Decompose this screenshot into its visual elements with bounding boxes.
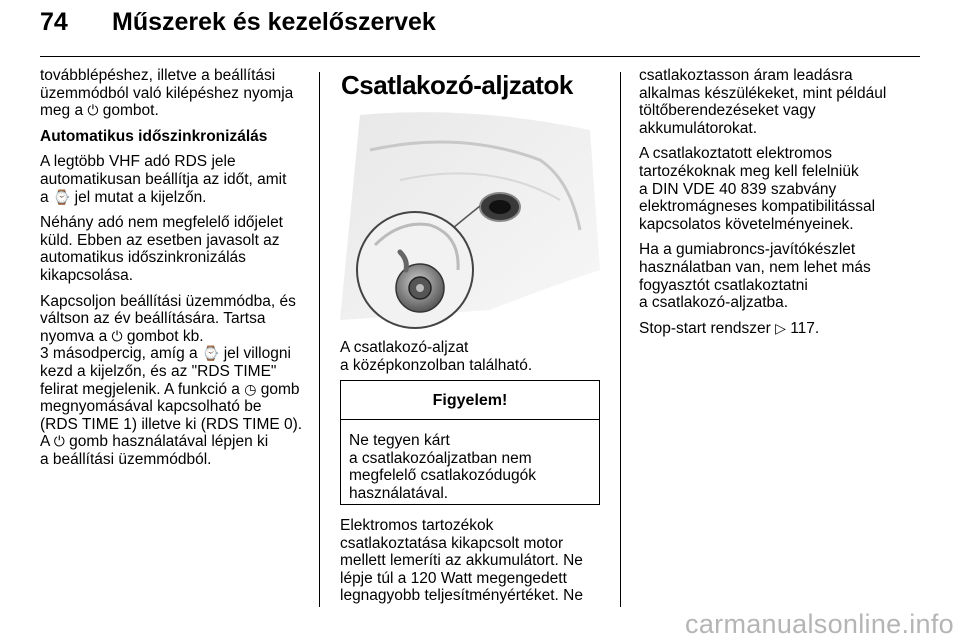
page-reference-arrow-icon: ▷ [775,319,786,336]
column-divider-1 [319,72,320,607]
paragraph-rds: A legtöbb VHF adó RDS jele automatikusan beállítja az időt, amit a ⌚ jel mutat a kijelzőn. [40,153,287,206]
paragraph-power-limit [340,517,612,613]
caption-text: A csatlakozó-aljzat a középkonzolban található. [340,339,533,374]
socket-photo [340,110,600,335]
paragraph-devices: csatlakoztasson áram leadásra alkalmas készülékeket, mint például töltőberendezéseket vagy akkumulátorokat. [639,67,887,137]
section-heading: Csatlakozó-aljzatok [341,70,573,100]
caution-text: Ne tegyen kárt a csatlakozóaljzatban nem megfelelő csatlakozódugók használatával. [349,432,536,502]
rds-time-icon: ⌚ [52,188,71,205]
paragraph-wrong-signal: Néhány adó nem megfelelő időjelet küld. Ebben az esetben javasolt az automatikus időszinkronizálás kikapcsolása. [40,214,283,284]
caution-title: Figyelem! [341,381,599,420]
column-right [639,67,914,345]
page-title: Műszerek és kezelőszervek [112,8,436,36]
subheading-auto-time-sync: Automatikus időszinkronizálás [40,127,268,145]
watermark: carmanualsonline.info [685,609,954,639]
paragraph-emc: A csatlakoztatott elektromos tartozékoknak meg kell felelniük a DIN VDE 40 839 szabvány elektromágneses kompatibilitással kapcsolatos követelményeinek. [639,145,876,233]
clock-icon: ◷ [244,380,257,397]
column-left [40,67,312,476]
cross-reference: Stop-start rendszer ▷ 117. [639,319,820,337]
paragraph-setup-mode: Kapcsoljon beállítási üzemmódba, és váltson az év beállítására. Tartsa nyomva a ⏻ gombot kb. 3 másodpercig, amíg a ⌚ jel villogni kezd a kijelzőn, és az "RDS TIME" felirat megjelenik. A funkció a ◷ gomb megnyomásával kapcsolható be (RDS TIME 1) illetve ki (RDS TIME 0). A ⏻ gomb használatával lépjen ki a beállítási üzemmódból. [40,292,303,468]
paragraph-repair-kit: Ha a gumiabroncs-javítókészlet használatban van, nem lehet más fogyasztót csatlakoztatni a csatlakozó-aljzatba. [639,241,871,312]
power-icon: ⏻ [53,433,65,450]
power-icon: ⏻ [111,327,123,344]
page-number: 74 [40,8,68,36]
power-icon: ⏻ [87,102,99,119]
photo-caption [340,339,600,382]
paragraph-continuation: továbblépéshez, illetve a beállítási üzemmódból való kilépéshez nyomja meg a ⏻ gombot. [40,67,294,120]
column-divider-2 [620,72,621,607]
rds-time-icon: ⌚ [201,345,220,362]
caution-box [340,380,600,505]
header-rule [40,56,920,57]
paragraph-text: Elektromos tartozékok csatlakoztatása kikapcsolt motor mellett lemeríti az akkumulátort. Ne lépje túl a 120 Watt megengedett legnagyobb teljesítményértéket. Ne [340,517,583,605]
